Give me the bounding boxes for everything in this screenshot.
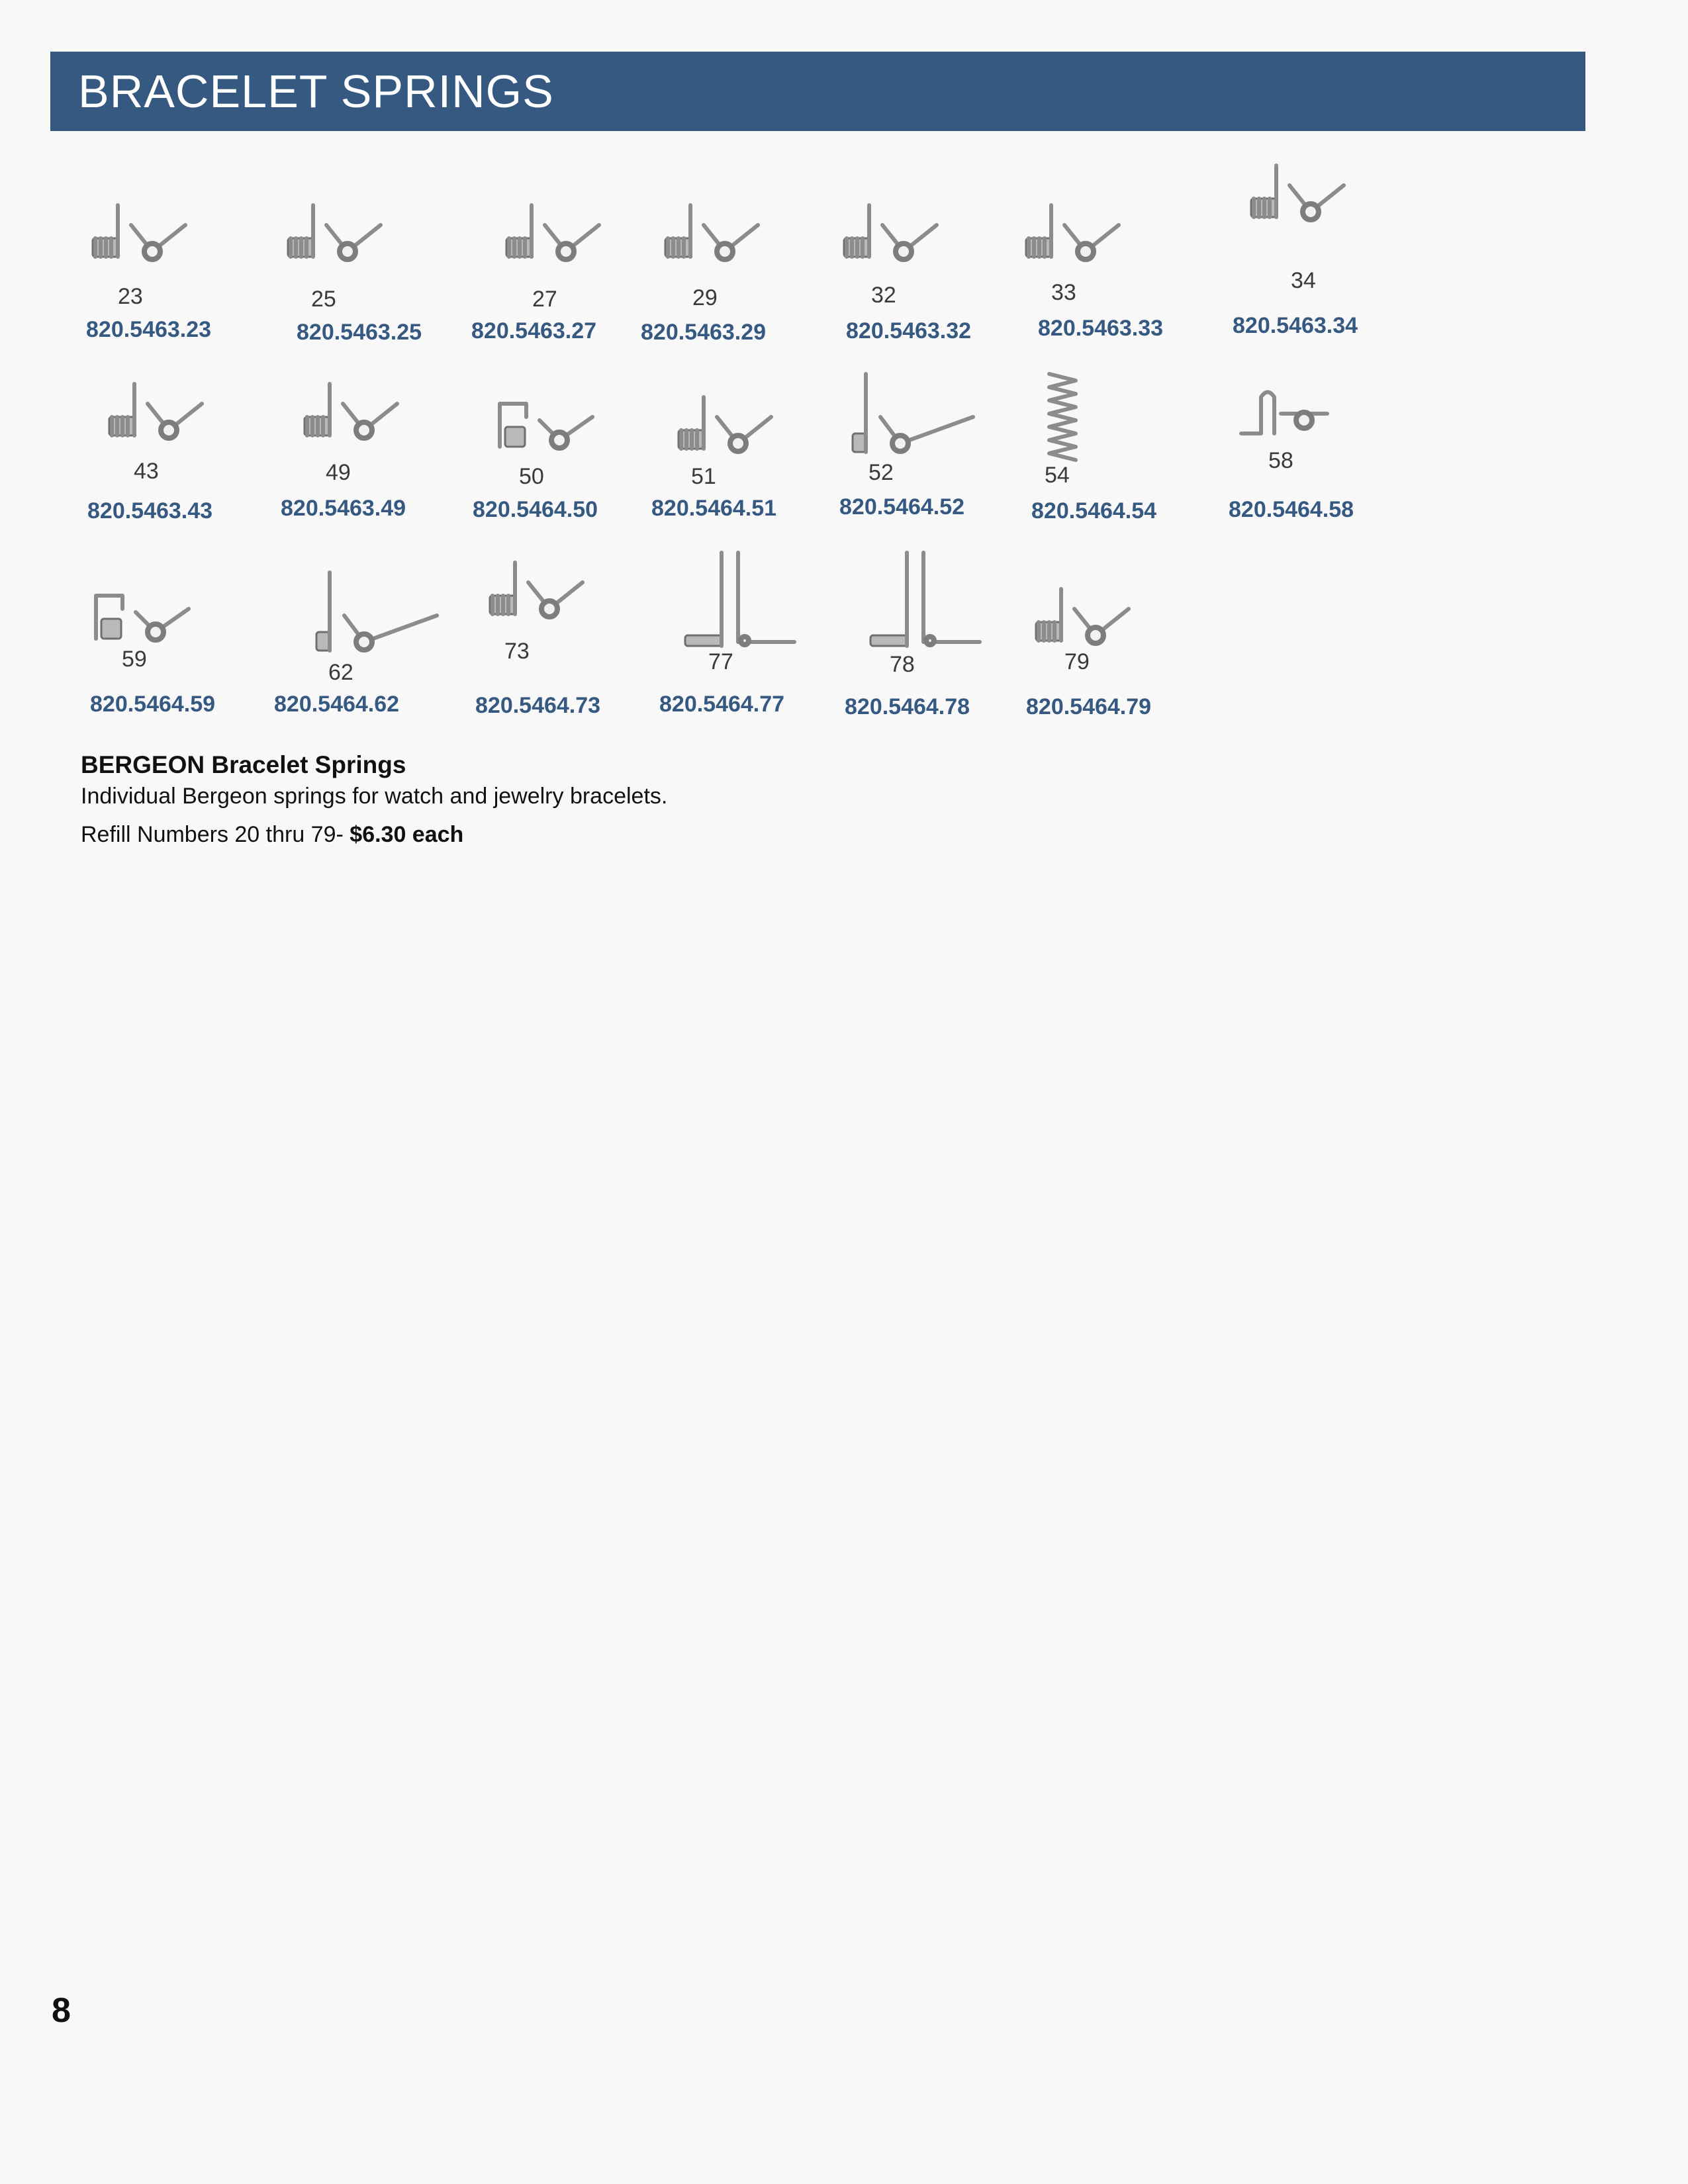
spring-number: 43 [134, 459, 159, 484]
spring-62-icon [311, 569, 444, 662]
spring-23-icon [86, 199, 199, 278]
spring-number: 50 [519, 464, 544, 489]
spring-sku: 820.5464.62 [274, 692, 400, 717]
spring-34-icon [1244, 159, 1357, 238]
spring-number: 58 [1268, 448, 1293, 473]
spring-33-icon [1019, 199, 1132, 278]
spring-number: 23 [118, 284, 143, 309]
spring-sku: 820.5464.52 [839, 494, 965, 520]
spring-78-icon [864, 549, 983, 662]
spring-77-icon [679, 549, 798, 662]
spring-sku: 820.5464.79 [1026, 694, 1152, 719]
spring-27-icon [500, 199, 612, 278]
spring-sku: 820.5463.43 [87, 498, 213, 523]
section-title: BRACELET SPRINGS [78, 66, 554, 117]
spring-sku: 820.5464.77 [659, 692, 785, 717]
spring-43-icon [103, 377, 215, 457]
spring-sku: 820.5463.25 [297, 320, 422, 345]
spring-number: 54 [1045, 463, 1070, 488]
spring-sku: 820.5464.50 [473, 497, 598, 522]
spring-number: 27 [532, 287, 557, 312]
spring-number: 79 [1064, 649, 1090, 674]
spring-sku: 820.5463.29 [641, 320, 767, 345]
spring-sku: 820.5464.73 [475, 693, 601, 718]
spring-sku: 820.5463.23 [86, 317, 212, 342]
spring-number: 49 [326, 460, 351, 485]
spring-sku: 820.5464.78 [845, 694, 970, 719]
spring-number: 33 [1051, 280, 1076, 305]
spring-number: 73 [504, 639, 530, 664]
spring-sku: 820.5464.58 [1229, 497, 1354, 522]
spring-number: 52 [868, 460, 894, 485]
refill-pricing [81, 821, 463, 848]
spring-sku: 820.5464.59 [90, 692, 216, 717]
spring-sku: 820.5464.51 [651, 496, 777, 521]
spring-sku: 820.5463.34 [1233, 313, 1358, 338]
spring-sku: 820.5464.54 [1031, 498, 1157, 523]
spring-50-icon [493, 390, 606, 470]
spring-29-icon [659, 199, 771, 278]
spring-number: 77 [708, 649, 733, 674]
spring-sku: 820.5463.49 [281, 496, 406, 521]
spring-73-icon [483, 556, 596, 635]
refill-label: Refill Numbers 20 thru 79- [81, 822, 350, 847]
spring-51-icon [672, 390, 784, 470]
spring-54-icon [1043, 371, 1082, 463]
spring-number: 51 [691, 464, 716, 489]
page-number: 8 [52, 1991, 71, 2030]
spring-number: 34 [1291, 268, 1316, 293]
spring-49-icon [298, 377, 410, 457]
spring-32-icon [837, 199, 950, 278]
spring-number: 25 [311, 287, 336, 312]
section-header-banner [50, 52, 1585, 131]
product-description: Individual Bergeon springs for watch and jewelry bracelets. [81, 784, 668, 809]
spring-number: 78 [890, 652, 915, 677]
spring-number: 62 [328, 660, 353, 685]
spring-52-icon [847, 371, 980, 463]
spring-sku: 820.5463.32 [846, 318, 972, 343]
spring-25-icon [281, 199, 394, 278]
spring-sku: 820.5463.27 [471, 318, 597, 343]
spring-number: 32 [871, 283, 896, 308]
product-title: BERGEON Bracelet Springs [81, 751, 406, 778]
spring-number: 29 [692, 285, 718, 310]
spring-number: 59 [122, 647, 147, 672]
spring-sku: 820.5463.33 [1038, 316, 1164, 341]
spring-58-icon [1235, 384, 1334, 443]
refill-price: $6.30 each [350, 822, 464, 847]
